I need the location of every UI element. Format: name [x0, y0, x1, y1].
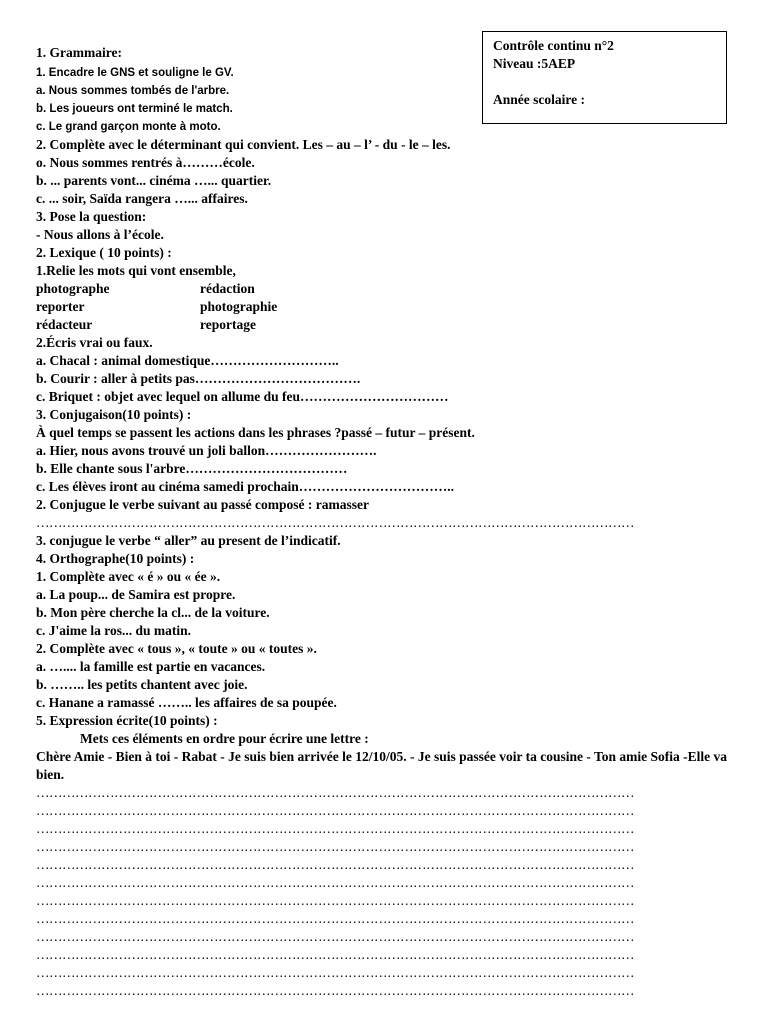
answer-line[interactable]: …………………………………………………………………………………………………………………………: [36, 515, 634, 530]
word-right: rédaction: [200, 281, 255, 296]
orthographe-item-b2: b. …….. les petits chantent avec joie.: [36, 677, 248, 692]
word-left: photographe: [36, 281, 110, 296]
conjugaison-instruction: À quel temps se passent les actions dans les phrases ?passé – futur – présent.: [36, 425, 475, 440]
orthographe-question-1: 1. Complète avec « é » ou « ée ».: [36, 569, 221, 584]
orthographe-item-a2: a. ….... la famille est partie en vacances.: [36, 659, 266, 674]
determinant-instruction: 2. Complète avec le déterminant qui convient. Les – au – l’ - du - le – les.: [36, 137, 451, 152]
orthographe-item-c2: c. Hanane a ramassé …….. les affaires de sa poupée.: [36, 695, 337, 710]
orthographe-item-b: b. Mon père cherche la cl... de la voiture.: [36, 605, 270, 620]
grammaire-item-a: a. Nous sommes tombés de l'arbre.: [36, 85, 230, 97]
orthographe-item-c: c. J'aime la ros... du matin.: [36, 623, 191, 638]
answer-line[interactable]: …………………………………………………………………………………………………………………………: [36, 893, 634, 908]
word-pair-row: [36, 280, 736, 298]
section-heading-orthographe: 4. Orthographe(10 points) :: [36, 551, 195, 566]
word-pair-row: [36, 298, 736, 316]
control-title: Contrôle continu n°2: [493, 38, 614, 53]
lexique-item-b: b. Courir : aller à petits pas……………………………….: [36, 371, 361, 386]
conjugaison-item-c: c. Les élèves iront au cinéma samedi prochain……………………………..: [36, 479, 454, 494]
determinant-item-b: b. ... parents vont... cinéma …... quartier.: [36, 173, 272, 188]
section-heading-lexique: 2. Lexique ( 10 points) :: [36, 245, 172, 260]
section-heading-grammaire: 1. Grammaire:: [36, 45, 122, 60]
lexique-instruction-2: 2.Écris vrai ou faux.: [36, 335, 153, 350]
writing-area: [36, 784, 736, 1000]
expression-elements: Chère Amie - Bien à toi - Rabat - Je suis bien arrivée le 12/10/05. - Je suis passée voir ta cousine - Ton amie Sofia -Elle va bien.: [36, 749, 727, 782]
lexique-instruction-1: 1.Relie les mots qui vont ensemble,: [36, 263, 236, 278]
conjugaison-question-2: 2. Conjugue le verbe suivant au passé composé : ramasser: [36, 497, 369, 512]
word-left: rédacteur: [36, 317, 93, 332]
section-heading-conjugaison: 3. Conjugaison(10 points) :: [36, 407, 192, 422]
exam-content: [36, 44, 736, 1000]
word-right: reportage: [200, 317, 256, 332]
lexique-item-c: c. Briquet : objet avec lequel on allume du feu……………………………: [36, 389, 449, 404]
word-pair-row: [36, 316, 736, 334]
answer-line[interactable]: …………………………………………………………………………………………………………………………: [36, 929, 634, 944]
orthographe-question-2: 2. Complète avec « tous », « toute » ou « toutes ».: [36, 641, 317, 656]
answer-line[interactable]: …………………………………………………………………………………………………………………………: [36, 983, 634, 998]
grammaire-instruction: 1. Encadre le GNS et souligne le GV.: [36, 67, 234, 79]
answer-line[interactable]: …………………………………………………………………………………………………………………………: [36, 785, 634, 800]
level-label: Niveau :5AEP: [493, 56, 576, 71]
conjugaison-item-a: a. Hier, nous avons trouvé un joli ballon…………………….: [36, 443, 377, 458]
answer-line[interactable]: …………………………………………………………………………………………………………………………: [36, 947, 634, 962]
school-year-label: Année scolaire :: [493, 92, 585, 107]
answer-line[interactable]: …………………………………………………………………………………………………………………………: [36, 875, 634, 890]
answer-line[interactable]: …………………………………………………………………………………………………………………………: [36, 803, 634, 818]
expression-instruction: Mets ces éléments en ordre pour écrire une lettre :: [80, 731, 369, 746]
word-right: photographie: [200, 299, 278, 314]
question-instruction: 3. Pose la question:: [36, 209, 147, 224]
grammaire-item-b: b. Les joueurs ont terminé le match.: [36, 103, 233, 115]
answer-line[interactable]: …………………………………………………………………………………………………………………………: [36, 911, 634, 926]
answer-line[interactable]: …………………………………………………………………………………………………………………………: [36, 857, 634, 872]
conjugaison-item-b: b. Elle chante sous l'arbre………………………………: [36, 461, 348, 476]
answer-line[interactable]: …………………………………………………………………………………………………………………………: [36, 839, 634, 854]
answer-line[interactable]: …………………………………………………………………………………………………………………………: [36, 965, 634, 980]
determinant-item-o: o. Nous sommes rentrés à………école.: [36, 155, 255, 170]
word-left: reporter: [36, 299, 85, 314]
grammaire-item-c: c. Le grand garçon monte à moto.: [36, 121, 221, 133]
section-heading-expression: 5. Expression écrite(10 points) :: [36, 713, 218, 728]
determinant-item-c: c. ... soir, Saïda rangera …... affaires.: [36, 191, 248, 206]
lexique-item-a: a. Chacal : animal domestique………………………..: [36, 353, 339, 368]
question-sentence: - Nous allons à l’école.: [36, 227, 164, 242]
answer-line[interactable]: …………………………………………………………………………………………………………………………: [36, 821, 634, 836]
conjugaison-question-3: 3. conjugue le verbe “ aller” au present de l’indicatif.: [36, 533, 341, 548]
orthographe-item-a: a. La poup... de Samira est propre.: [36, 587, 236, 602]
